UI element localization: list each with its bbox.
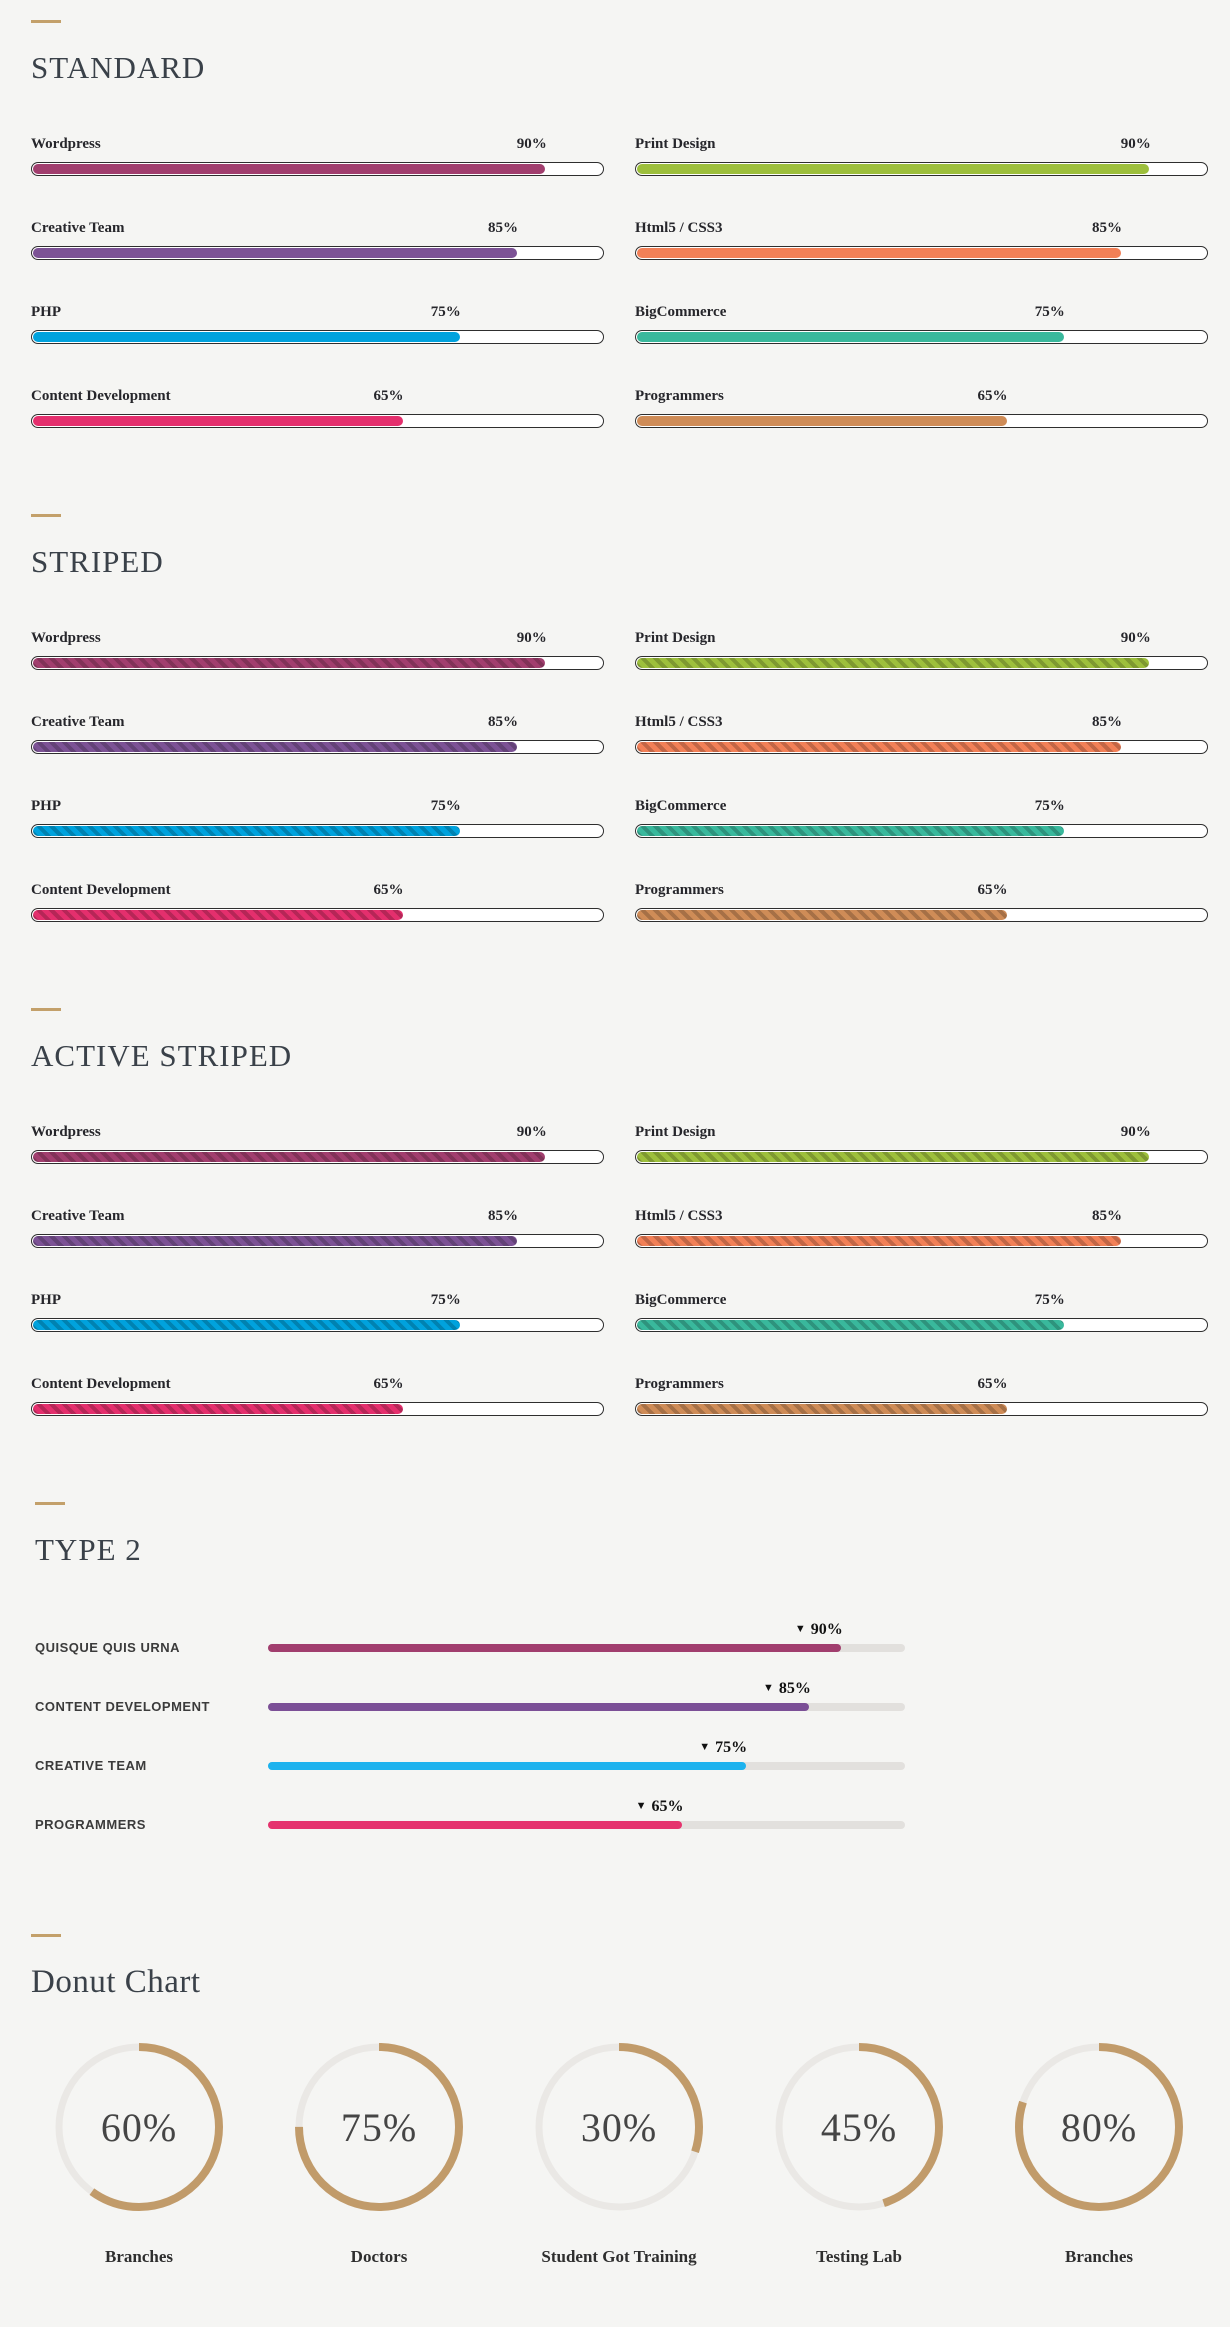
donut-figure <box>979 2043 1219 2267</box>
progress-bar-track <box>31 246 604 260</box>
donut-label: Branches <box>1065 2247 1133 2266</box>
type2-fill <box>268 1762 746 1770</box>
progress-bar-fill <box>33 1320 460 1330</box>
donut-percent: 75% <box>340 2104 418 2150</box>
progress-bar-fill <box>637 742 1121 752</box>
donut-label: Doctors <box>350 2247 408 2266</box>
progress-bar-row <box>31 798 604 838</box>
progress-bar-row <box>31 136 604 176</box>
donut-label: Branches <box>105 2247 173 2266</box>
progress-bar-caption <box>31 388 604 407</box>
progress-bar-label: Print Design <box>635 630 716 646</box>
progress-bar-caption <box>635 304 1208 323</box>
progress-bar-label: BigCommerce <box>635 304 727 320</box>
progress-bar-section <box>31 514 1208 922</box>
progress-bar-track <box>31 1318 604 1332</box>
progress-bar-fill <box>33 742 517 752</box>
donut-figure <box>19 2043 259 2267</box>
progress-bar-label: Content Development <box>31 882 171 898</box>
progress-bar-label: BigCommerce <box>635 798 727 814</box>
progress-bar-percent: 90% <box>516 1124 547 1140</box>
progress-bar-fill <box>33 248 517 258</box>
progress-bar-track <box>31 656 604 670</box>
type2-tooltip <box>699 1739 747 1757</box>
progress-bar-label: Wordpress <box>31 1124 101 1140</box>
progress-bar-percent: 90% <box>516 630 547 646</box>
progress-bar-fill <box>637 416 1007 426</box>
progress-bar-label: Content Development <box>31 388 171 404</box>
progress-bar-grid <box>31 630 1208 922</box>
type2-fill <box>268 1644 841 1652</box>
progress-bar-caption <box>31 882 604 901</box>
section-title: STANDARD <box>31 50 206 85</box>
progress-bar-track <box>635 1402 1208 1416</box>
progress-bar-fill <box>33 826 460 836</box>
type2-row <box>35 1736 1208 1795</box>
progress-bar-percent: 85% <box>488 1208 519 1224</box>
section-donut-chart <box>31 1934 1230 2267</box>
progress-bar-percent: 75% <box>1034 798 1065 814</box>
progress-bar-percent: 75% <box>430 798 461 814</box>
donut-percent: 45% <box>820 2104 898 2150</box>
progress-bar-caption <box>31 1376 604 1395</box>
section-title: TYPE 2 <box>35 1532 142 1567</box>
progress-bar-caption <box>635 136 1208 155</box>
progress-bar-fill <box>637 1152 1149 1162</box>
type2-label: CONTENT DEVELOPMENT <box>35 1699 210 1714</box>
type2-row <box>35 1618 1208 1677</box>
progress-bar-percent: 65% <box>373 882 404 898</box>
progress-bar-label: Html5 / CSS3 <box>635 220 723 236</box>
progress-bar-row <box>635 1376 1208 1416</box>
progress-bar-row <box>635 136 1208 176</box>
progress-bar-track <box>31 414 604 428</box>
progress-bar-row <box>635 1292 1208 1332</box>
progress-bar-row <box>31 1124 604 1164</box>
progress-bar-track <box>31 162 604 176</box>
progress-bar-row <box>31 630 604 670</box>
progress-bar-track <box>31 824 604 838</box>
progress-bar-row <box>635 882 1208 922</box>
progress-bar-caption <box>31 220 604 239</box>
progress-bar-caption <box>635 1208 1208 1227</box>
progress-bar-track <box>31 908 604 922</box>
type2-track <box>268 1797 905 1829</box>
type2-rows <box>35 1618 1208 1854</box>
progress-bar-caption <box>31 304 604 323</box>
progress-bar-fill <box>637 826 1064 836</box>
accent-line <box>31 514 61 517</box>
section-type2 <box>35 1502 1208 1854</box>
progress-bar-percent: 90% <box>516 136 547 152</box>
progress-bar-caption <box>635 630 1208 649</box>
progress-bar-fill <box>637 658 1149 668</box>
progress-bar-label: Html5 / CSS3 <box>635 1208 723 1224</box>
progress-bar-row <box>31 1208 604 1248</box>
accent-line <box>35 1502 65 1505</box>
progress-bar-label: Print Design <box>635 136 716 152</box>
section-title: Donut Chart <box>31 1964 201 2000</box>
progress-bar-caption <box>31 136 604 155</box>
donut-ring <box>1015 2043 1183 2211</box>
type2-row <box>35 1677 1208 1736</box>
progress-bar-percent: 90% <box>1120 136 1151 152</box>
progress-bar-caption <box>635 1124 1208 1143</box>
progress-bar-fill <box>33 1152 545 1162</box>
progress-bar-track <box>635 1150 1208 1164</box>
progress-bar-caption <box>31 798 604 817</box>
type2-row <box>35 1795 1208 1854</box>
donut-row <box>19 2043 1219 2267</box>
progress-bar-track <box>635 414 1208 428</box>
progress-bar-track <box>635 908 1208 922</box>
progress-bar-percent: 90% <box>1120 630 1151 646</box>
progress-bar-percent: 75% <box>1034 1292 1065 1308</box>
progress-bar-label: Content Development <box>31 1376 171 1392</box>
type2-tooltip <box>763 1680 811 1698</box>
progress-bar-label: Wordpress <box>31 136 101 152</box>
progress-bar-track <box>635 330 1208 344</box>
progress-bar-label: Wordpress <box>31 630 101 646</box>
progress-bar-caption <box>635 220 1208 239</box>
progress-bar-row <box>635 1208 1208 1248</box>
progress-bar-row <box>31 1376 604 1416</box>
type2-tooltip <box>636 1798 684 1816</box>
progress-bar-percent: 75% <box>1034 304 1065 320</box>
progress-bar-fill <box>33 910 403 920</box>
type2-tooltip <box>795 1621 843 1639</box>
donut-ring <box>535 2043 703 2211</box>
progress-bar-fill <box>637 1236 1121 1246</box>
type2-track <box>268 1620 905 1652</box>
progress-bar-percent: 85% <box>1092 220 1123 236</box>
progress-bar-track <box>635 656 1208 670</box>
type2-percent: 65% <box>651 1797 684 1815</box>
donut-figure <box>499 2043 739 2267</box>
progress-bar-track <box>635 162 1208 176</box>
tooltip-arrow-icon: ▼ <box>794 1622 806 1635</box>
progress-bar-track <box>31 1150 604 1164</box>
progress-bar-track <box>31 740 604 754</box>
progress-bar-row <box>635 220 1208 260</box>
tooltip-arrow-icon: ▼ <box>635 1799 647 1812</box>
tooltip-arrow-icon: ▼ <box>762 1681 774 1694</box>
progress-bar-percent: 85% <box>1092 714 1123 730</box>
section-title: ACTIVE STRIPED <box>31 1038 293 1073</box>
progress-bar-label: Print Design <box>635 1124 716 1140</box>
progress-bar-percent: 65% <box>977 882 1008 898</box>
progress-bar-track <box>635 246 1208 260</box>
donut-label: Testing Lab <box>816 2247 902 2266</box>
progress-bar-label: Creative Team <box>31 714 125 730</box>
progress-bar-fill <box>33 332 460 342</box>
progress-bar-caption <box>635 388 1208 407</box>
type2-track <box>268 1738 905 1770</box>
type2-label: PROGRAMMERS <box>35 1817 146 1832</box>
donut-section-head <box>31 1934 1230 2001</box>
progress-bar-percent: 65% <box>977 1376 1008 1392</box>
progress-bar-row <box>635 714 1208 754</box>
progress-bar-percent: 90% <box>1120 1124 1151 1140</box>
donut-label: Student Got Training <box>541 2247 697 2266</box>
type2-label: CREATIVE TEAM <box>35 1758 147 1773</box>
progress-bar-track <box>635 1234 1208 1248</box>
progress-bar-label: PHP <box>31 798 61 814</box>
progress-bar-fill <box>33 416 403 426</box>
progress-bar-row <box>31 304 604 344</box>
donut-percent: 80% <box>1060 2104 1138 2150</box>
progress-bar-row <box>31 882 604 922</box>
progress-bar-percent: 65% <box>977 388 1008 404</box>
type2-fill <box>268 1821 682 1829</box>
progress-bar-fill <box>33 1404 403 1414</box>
progress-bar-fill <box>33 164 545 174</box>
type2-label: QUISQUE QUIS URNA <box>35 1640 181 1655</box>
donut-ring <box>295 2043 463 2211</box>
donut-percent: 30% <box>580 2104 658 2150</box>
type2-percent: 90% <box>810 1620 843 1638</box>
donut-figure <box>259 2043 499 2267</box>
progress-bar-track <box>635 1318 1208 1332</box>
progress-bar-track <box>635 824 1208 838</box>
progress-bar-row <box>31 220 604 260</box>
donut-ring <box>775 2043 943 2211</box>
progress-bar-percent: 65% <box>373 388 404 404</box>
progress-bar-fill <box>637 332 1064 342</box>
progress-bar-caption <box>635 882 1208 901</box>
progress-bar-row <box>635 388 1208 428</box>
progress-bar-sections <box>0 20 1230 1416</box>
progress-bar-track <box>31 1402 604 1416</box>
progress-bar-fill <box>33 1236 517 1246</box>
progress-bar-percent: 85% <box>1092 1208 1123 1224</box>
progress-bar-row <box>31 1292 604 1332</box>
donut-figure <box>739 2043 979 2267</box>
progress-bar-fill <box>637 1404 1007 1414</box>
donut-percent: 60% <box>100 2104 178 2150</box>
progress-bar-percent: 75% <box>430 304 461 320</box>
accent-line <box>31 20 61 23</box>
progress-bar-fill <box>637 164 1149 174</box>
progress-bar-caption <box>635 1292 1208 1311</box>
progress-bar-label: PHP <box>31 1292 61 1308</box>
progress-bar-section <box>31 20 1208 428</box>
type2-percent: 75% <box>715 1738 748 1756</box>
section-title: STRIPED <box>31 544 164 579</box>
progress-bar-caption <box>31 630 604 649</box>
progress-bar-track <box>31 330 604 344</box>
progress-bar-row <box>635 798 1208 838</box>
progress-bar-row <box>31 714 604 754</box>
progress-bar-percent: 65% <box>373 1376 404 1392</box>
progress-bar-caption <box>31 1208 604 1227</box>
progress-bar-track <box>635 740 1208 754</box>
progress-bar-fill <box>637 1320 1064 1330</box>
progress-bar-section <box>31 1008 1208 1416</box>
progress-bar-label: BigCommerce <box>635 1292 727 1308</box>
progress-bar-label: Creative Team <box>31 220 125 236</box>
progress-bar-track <box>31 1234 604 1248</box>
progress-bar-row <box>31 388 604 428</box>
progress-bar-fill <box>637 248 1121 258</box>
progress-bar-percent: 75% <box>430 1292 461 1308</box>
progress-bar-percent: 85% <box>488 220 519 236</box>
accent-line <box>31 1934 61 1937</box>
type2-percent: 85% <box>778 1679 811 1697</box>
progress-bar-row <box>635 304 1208 344</box>
progress-bar-caption <box>635 798 1208 817</box>
progress-bar-row <box>635 1124 1208 1164</box>
progress-bar-label: Programmers <box>635 882 724 898</box>
type2-track <box>268 1679 905 1711</box>
progress-bar-caption <box>635 714 1208 733</box>
progress-bar-label: Html5 / CSS3 <box>635 714 723 730</box>
accent-line <box>31 1008 61 1011</box>
progress-bar-label: PHP <box>31 304 61 320</box>
type2-fill <box>268 1703 809 1711</box>
progress-bar-caption <box>31 714 604 733</box>
progress-bar-fill <box>637 910 1007 920</box>
progress-bar-label: Programmers <box>635 1376 724 1392</box>
progress-bar-grid <box>31 136 1208 428</box>
progress-bar-caption <box>635 1376 1208 1395</box>
tooltip-arrow-icon: ▼ <box>699 1740 711 1753</box>
progress-bar-fill <box>33 658 545 668</box>
donut-ring <box>55 2043 223 2211</box>
progress-bar-label: Creative Team <box>31 1208 125 1224</box>
progress-bar-row <box>635 630 1208 670</box>
progress-bar-grid <box>31 1124 1208 1416</box>
progress-bar-caption <box>31 1292 604 1311</box>
progress-bar-percent: 85% <box>488 714 519 730</box>
progress-bar-caption <box>31 1124 604 1143</box>
progress-bar-label: Programmers <box>635 388 724 404</box>
